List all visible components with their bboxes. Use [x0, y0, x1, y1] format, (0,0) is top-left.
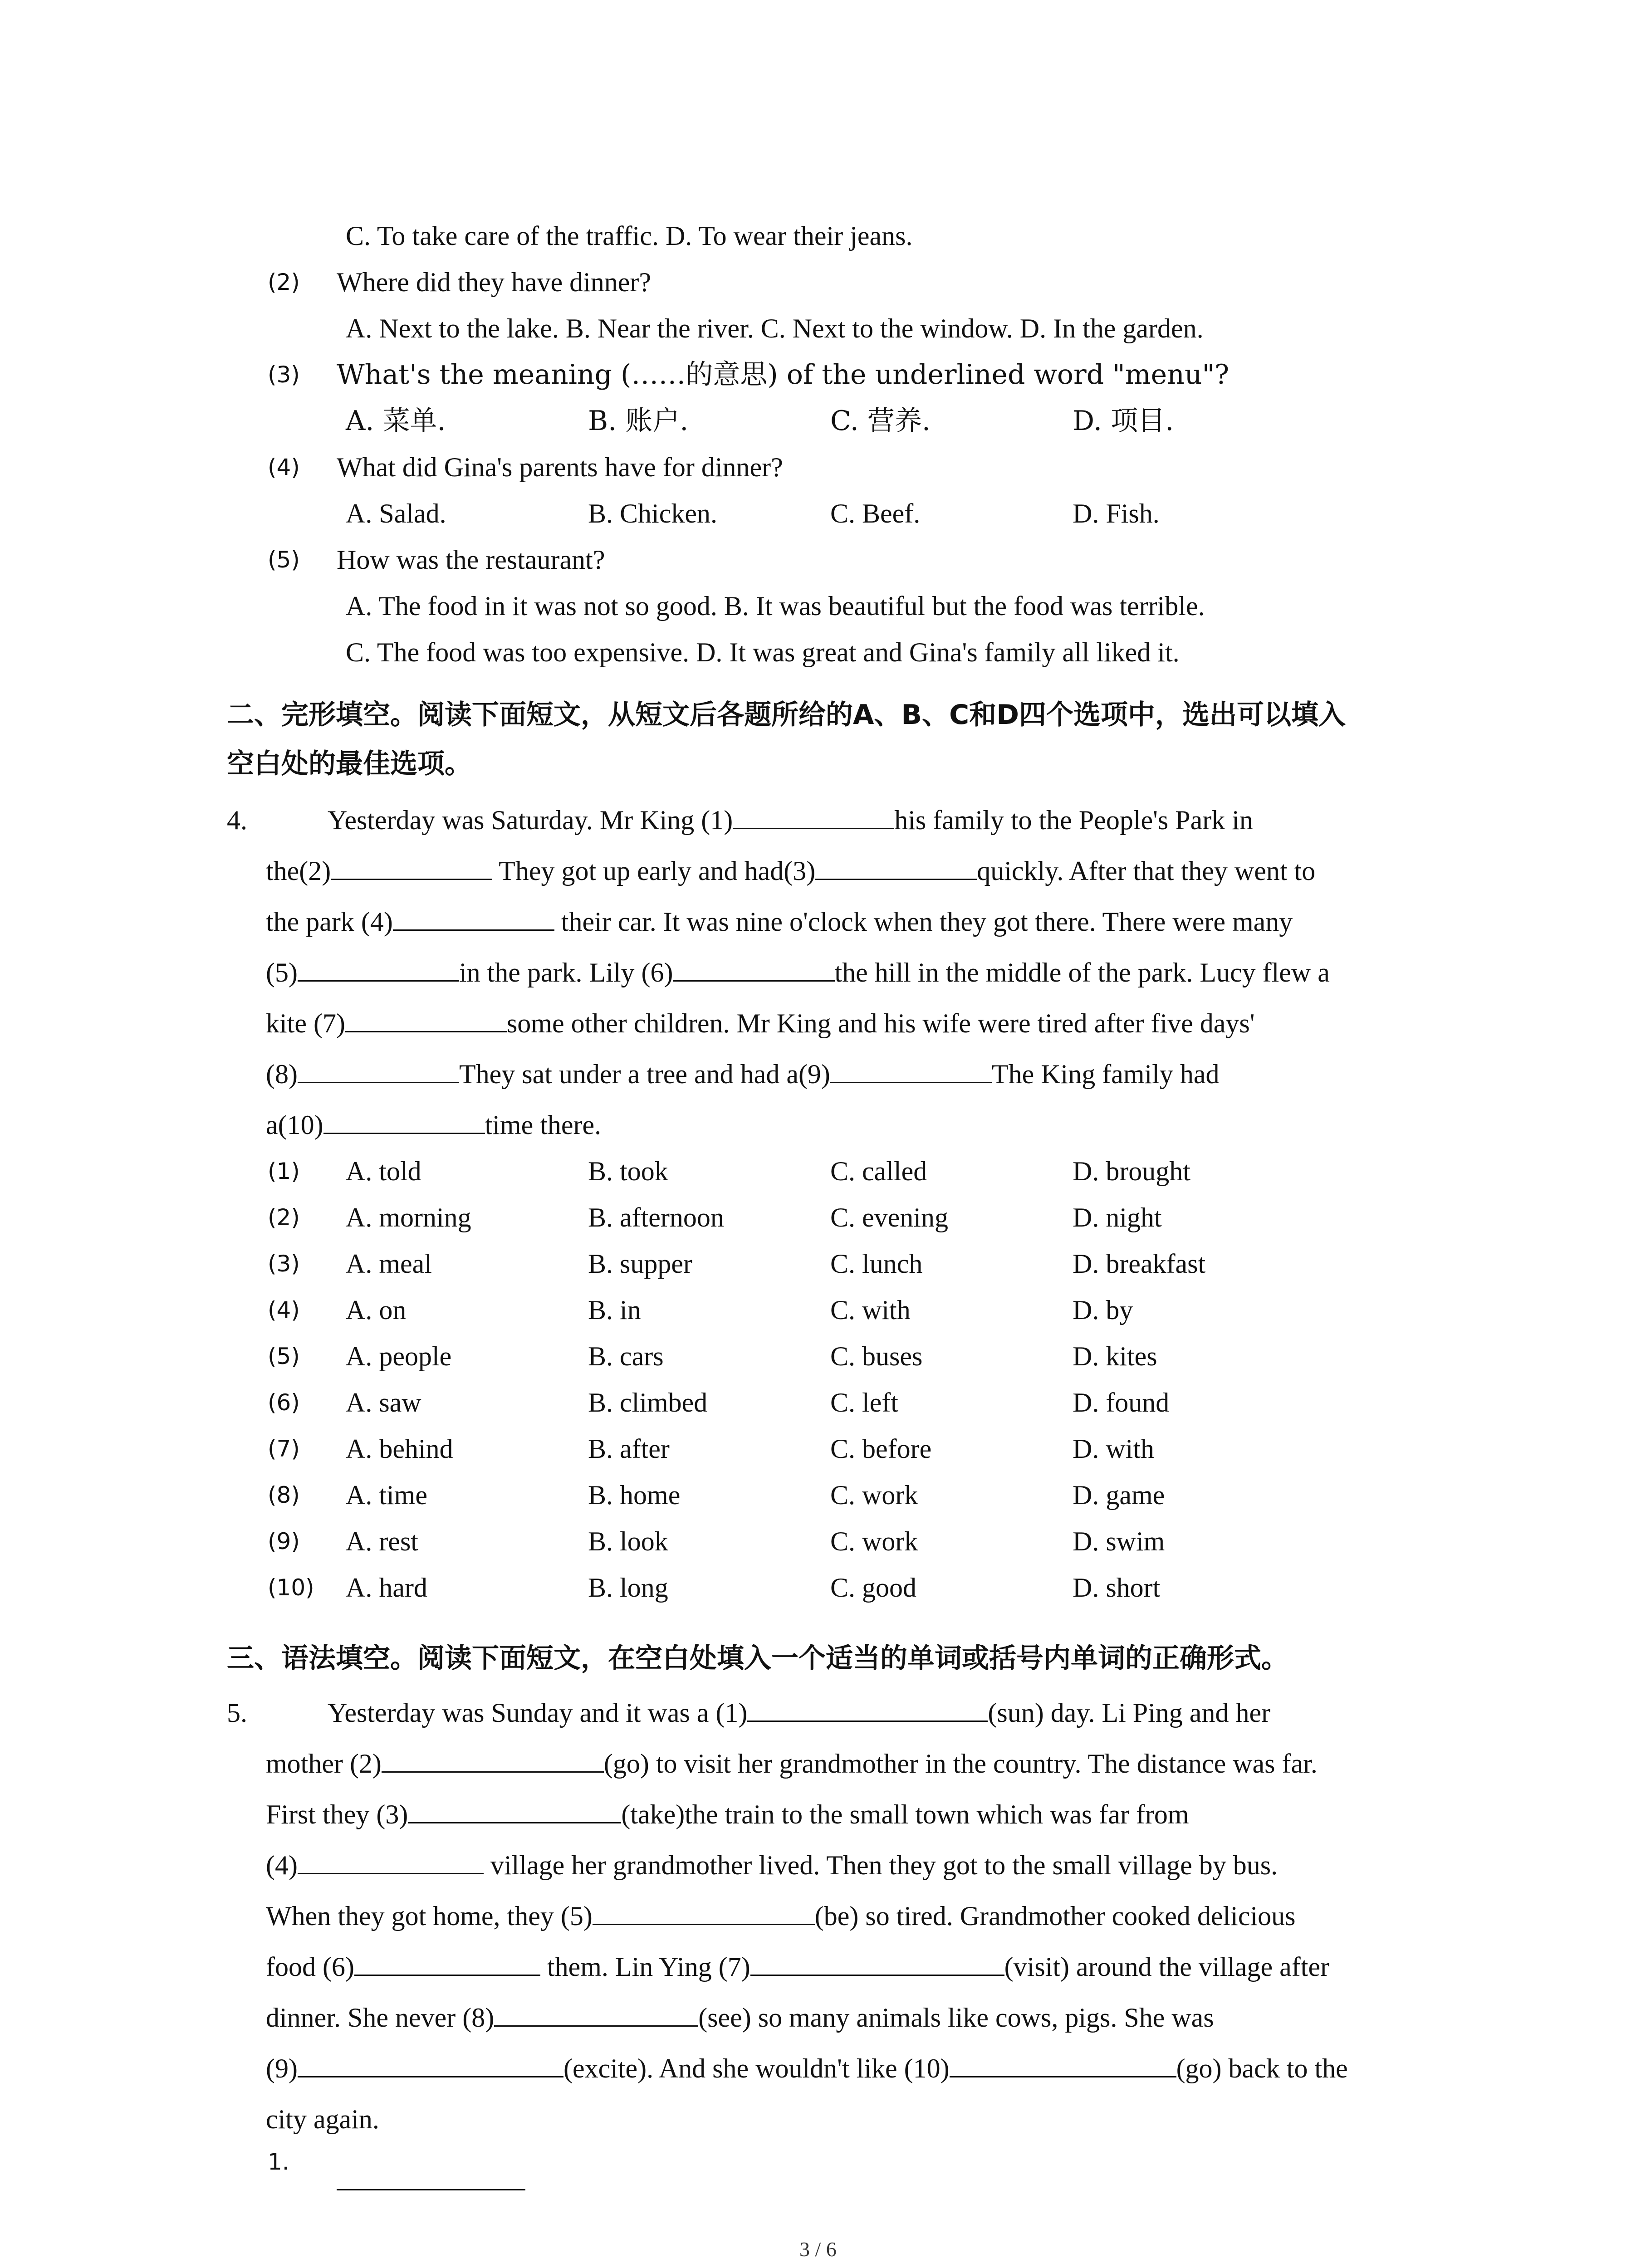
answer-blank[interactable] — [750, 1951, 1004, 1976]
answer-blank[interactable] — [298, 2053, 563, 2077]
answer-blank[interactable] — [673, 957, 835, 982]
answer-blank[interactable] — [593, 1900, 815, 1925]
passage-line: (5) in the park. Lily (6) the hill in the middle of the park. Lucy flew a — [266, 958, 1330, 987]
question-options: C. The food was too expensive. D. It was great and Gina's family all liked it. — [346, 637, 1180, 667]
question-number: 4. — [227, 805, 247, 835]
choice-option-a[interactable]: A. hard — [346, 1573, 427, 1603]
answer-blank[interactable] — [345, 1007, 507, 1032]
answer-blank[interactable] — [354, 1951, 540, 1976]
choice-number: (9) — [268, 1528, 300, 1554]
choice-option-a[interactable]: A. saw — [346, 1388, 421, 1418]
answer-blank[interactable] — [382, 1748, 604, 1773]
choice-option-a[interactable]: A. rest — [346, 1526, 418, 1556]
choice-option-c[interactable]: C. good — [830, 1573, 917, 1603]
section-heading: 空白处的最佳选项。 — [227, 748, 472, 780]
choice-option-b[interactable]: B. in — [588, 1295, 641, 1325]
section-heading: 二、完形填空。阅读下面短文，从短文后各题所给的A、B、C和D四个选项中，选出可以填入 — [227, 699, 1346, 731]
choice-option-c[interactable]: C. lunch — [830, 1249, 923, 1279]
choice-number: (10) — [268, 1574, 314, 1601]
choice-option-a[interactable]: A. morning — [346, 1202, 471, 1232]
passage-line: city again. — [266, 2104, 379, 2134]
option-c: C. Beef. — [830, 499, 921, 528]
page-number: 3 / 6 — [799, 2238, 837, 2261]
choice-option-a[interactable]: A. told — [346, 1156, 421, 1186]
answer-blank[interactable] — [733, 804, 894, 829]
choice-option-b[interactable]: B. after — [588, 1434, 670, 1464]
choice-option-d[interactable]: D. with — [1073, 1434, 1154, 1464]
choice-option-c[interactable]: C. evening — [830, 1202, 948, 1232]
choice-option-b[interactable]: B. climbed — [588, 1388, 708, 1418]
choice-option-a[interactable]: A. people — [346, 1341, 452, 1371]
question-stem: What did Gina's parents have for dinner? — [337, 452, 783, 482]
question-number: (4) — [268, 454, 300, 480]
passage-line: the park (4) their car. It was nine o'clock when they got there. There were many — [266, 907, 1293, 937]
choice-option-c[interactable]: C. work — [830, 1526, 918, 1556]
passage-line: the(2) They got up early and had(3) quickly. After that they went to — [266, 856, 1316, 886]
choice-option-c[interactable]: C. buses — [830, 1341, 923, 1371]
option-b: B. Chicken. — [588, 499, 717, 528]
question-options: A. The food in it was not so good. B. It was beautiful but the food was terrible. — [346, 591, 1205, 621]
passage-line: dinner. She never (8) (see) so many animals like cows, pigs. She was — [266, 2003, 1214, 2033]
answer-line[interactable] — [337, 2189, 525, 2190]
choice-option-a[interactable]: A. behind — [346, 1434, 453, 1464]
choice-number: (3) — [268, 1251, 300, 1277]
passage-line: (8) They sat under a tree and had a(9) The King family had — [266, 1059, 1220, 1089]
choice-option-b[interactable]: B. long — [588, 1573, 668, 1603]
choice-option-a[interactable]: A. time — [346, 1480, 427, 1510]
passage-line: (4) village her grandmother lived. Then they got to the small village by bus. — [266, 1850, 1278, 1880]
option-c: C. 营养. — [830, 405, 931, 437]
choice-option-b[interactable]: B. cars — [588, 1341, 664, 1371]
passage-line: mother (2) (go) to visit her grandmother in the country. The distance was far. — [266, 1749, 1318, 1779]
option-d: D. 项目. — [1073, 405, 1174, 437]
passage-line: food (6) them. Lin Ying (7) (visit) around the village after — [266, 1952, 1330, 1982]
choice-number: (4) — [268, 1297, 300, 1323]
question-number: (3) — [268, 362, 300, 388]
passage-line: a(10) time there. — [266, 1110, 602, 1140]
q1-options-cd: C. To take care of the traffic. D. To wear their jeans. — [346, 221, 913, 251]
answer-blank[interactable] — [298, 1849, 484, 1874]
choice-option-c[interactable]: C. left — [830, 1388, 898, 1418]
choice-number: (6) — [268, 1389, 300, 1416]
choice-option-d[interactable]: D. short — [1073, 1573, 1161, 1603]
question-options: A. Next to the lake. B. Near the river. C. Next to the window. D. In the garden. — [346, 313, 1204, 343]
option-a: A. Salad. — [346, 499, 446, 528]
passage-line: Yesterday was Saturday. Mr King (1) his family to the People's Park in — [328, 805, 1253, 835]
answer-blank[interactable] — [323, 1109, 485, 1134]
answer-blank[interactable] — [331, 855, 492, 880]
answer-blank[interactable] — [950, 2053, 1176, 2077]
choice-option-d[interactable]: D. game — [1073, 1480, 1165, 1510]
choice-option-b[interactable]: B. supper — [588, 1249, 692, 1279]
passage-line: When they got home, they (5) (be) so tired. Grandmother cooked delicious — [266, 1901, 1296, 1931]
option-a: A. 菜单. — [346, 405, 446, 437]
passage-line: Yesterday was Sunday and it was a (1) (sun) day. Li Ping and her — [328, 1698, 1271, 1728]
choice-option-b[interactable]: B. look — [588, 1526, 668, 1556]
answer-blank[interactable] — [830, 1058, 992, 1083]
passage-line: kite (7) some other children. Mr King and his wife were tired after five days' — [266, 1008, 1255, 1038]
answer-blank[interactable] — [815, 855, 977, 880]
choice-option-a[interactable]: A. on — [346, 1295, 407, 1325]
passage-line: First they (3) (take)the train to the small town which was far from — [266, 1799, 1189, 1829]
answer-blank[interactable] — [408, 1799, 621, 1823]
question-number: 5. — [227, 1698, 247, 1728]
choice-option-c[interactable]: C. work — [830, 1480, 918, 1510]
question-number: (5) — [268, 547, 300, 573]
question-stem: How was the restaurant? — [337, 545, 605, 575]
choice-number: (8) — [268, 1482, 300, 1508]
choice-option-d[interactable]: D. breakfast — [1073, 1249, 1206, 1279]
choice-option-c[interactable]: C. before — [830, 1434, 932, 1464]
option-b: B. 账户. — [588, 405, 689, 437]
answer-blank[interactable] — [494, 2002, 698, 2027]
choice-option-d[interactable]: D. by — [1073, 1295, 1133, 1325]
answer-blank[interactable] — [393, 906, 554, 931]
answer-blank[interactable] — [298, 957, 459, 982]
question-stem: Where did they have dinner? — [337, 267, 652, 297]
choice-option-c[interactable]: C. with — [830, 1295, 911, 1325]
choice-option-d[interactable]: D. swim — [1073, 1526, 1165, 1556]
choice-number: (5) — [268, 1343, 300, 1369]
choice-option-b[interactable]: B. took — [588, 1156, 668, 1186]
passage-line: (9) (excite). And she wouldn't like (10) (go) back to the — [266, 2053, 1348, 2083]
choice-option-a[interactable]: A. meal — [346, 1249, 432, 1279]
choice-option-b[interactable]: B. afternoon — [588, 1202, 724, 1232]
choice-option-c[interactable]: C. called — [830, 1156, 927, 1186]
choice-option-d[interactable]: D. brought — [1073, 1156, 1190, 1186]
choice-number: (1) — [268, 1158, 300, 1184]
choice-option-d[interactable]: D. found — [1073, 1388, 1170, 1418]
answer-number: 1. — [268, 2149, 289, 2175]
section-heading: 三、语法填空。阅读下面短文，在空白处填入一个适当的单词或括号内单词的正确形式。 — [227, 1642, 1288, 1674]
answer-blank[interactable] — [747, 1697, 988, 1722]
choice-number: (2) — [268, 1204, 300, 1231]
choice-option-d[interactable]: D. kites — [1073, 1341, 1157, 1371]
choice-number: (7) — [268, 1436, 300, 1462]
question-number: (2) — [268, 269, 300, 295]
question-stem: What's the meaning (……的意思) of the underlined word "menu"? — [337, 359, 1230, 391]
answer-blank[interactable] — [298, 1058, 459, 1083]
choice-option-b[interactable]: B. home — [588, 1480, 681, 1510]
option-d: D. Fish. — [1073, 499, 1160, 528]
choice-option-d[interactable]: D. night — [1073, 1202, 1162, 1232]
